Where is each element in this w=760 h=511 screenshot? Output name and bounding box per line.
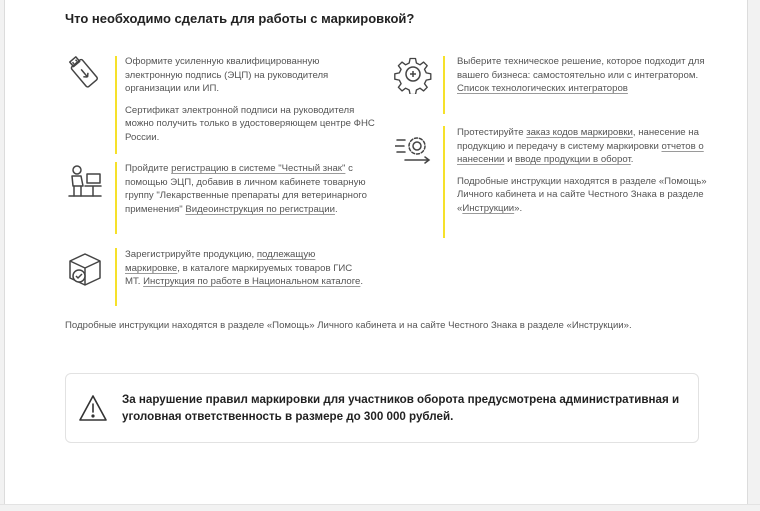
- testing-text-part: ».: [514, 202, 523, 214]
- product-circulation-link[interactable]: вводе продукции в оборот: [515, 154, 631, 165]
- code-order-link[interactable]: заказ кодов маркировки: [526, 127, 633, 138]
- warning-triangle-icon: [78, 394, 108, 422]
- signature-text: Оформите усиленную квалифицированную электронную подпись (ЭЦП) на руководителя организации или ИП.: [125, 56, 329, 94]
- catalog-text-part: Зарегистрируйте продукцию,: [125, 249, 257, 260]
- catalog-text: [125, 248, 365, 289]
- testing-text-part: и: [504, 154, 516, 165]
- gear-icon: [393, 54, 433, 94]
- registration-text-part: Пройдите: [125, 163, 172, 174]
- testing-text-part: Подробные инструкции находятся в разделе «Помощь» Личного кабинета и на сайте Честного Знака в разделе «: [457, 175, 707, 214]
- liability-warning-box: [65, 373, 699, 443]
- bottom-frame-edge: [0, 504, 760, 511]
- testing-instructions-text: [457, 175, 707, 216]
- left-frame-edge: [0, 0, 5, 511]
- technical-solution-text: [457, 55, 707, 96]
- right-frame-edge: [747, 0, 760, 511]
- registration-video-link[interactable]: Видеоинструкция по регистрации: [185, 203, 336, 215]
- step-accent-bar: [443, 56, 445, 114]
- instructions-note: Подробные инструкции находятся в разделе «Помощь» Личного кабинета и на сайте Честного Знака в разделе «Инструкции».: [65, 320, 632, 331]
- page-title: Что необходимо сделать для работы с маркировкой?: [65, 11, 415, 26]
- integrators-list-link[interactable]: Список технологических интеграторов: [457, 83, 628, 94]
- catalog-text-part: , в каталоге маркируемых товаров ГИС МТ.: [125, 262, 353, 287]
- liability-warning-text: За нарушение правил маркировки для участников оборота предусмотрена административная и уголовная ответственность в размере до 300 000 рублей.: [122, 393, 680, 423]
- step-accent-bar: [115, 56, 117, 154]
- testing-text: [457, 126, 707, 167]
- registration-text-part: .: [335, 203, 338, 215]
- testing-text-part: .: [630, 154, 634, 165]
- subject-to-marking-link[interactable]: подлежащую маркировке: [125, 249, 316, 274]
- step-accent-bar: [443, 126, 445, 238]
- product-box-icon: [65, 250, 105, 290]
- application-reports-link[interactable]: отчетов о нанесении: [457, 140, 704, 165]
- usb-key-icon: [65, 54, 105, 94]
- step-accent-bar: [115, 162, 117, 234]
- testing-text-part: Протестируйте: [457, 127, 527, 138]
- gear-process-icon: [395, 128, 435, 168]
- national-catalog-guide-link[interactable]: Инструкция по работе в Национальном каталоге: [143, 276, 361, 287]
- signature-certificate-text: Сертификат электронной подписи на руководителя можно получить только в удостоверяющем центре ФНС России.: [125, 104, 375, 143]
- instructions-link[interactable]: Инструкции: [462, 202, 515, 214]
- registration-text-part: с помощью ЭЦП, добавив в личном кабинете товарную группу "Лекарственные препараты для ветеринарного применения": [125, 163, 367, 215]
- registration-link[interactable]: регистрацию в системе "Честный знак": [171, 163, 346, 174]
- catalog-text-part: .: [360, 276, 364, 287]
- registration-text: [125, 162, 375, 216]
- person-at-computer-icon: [65, 162, 105, 202]
- step-accent-bar: [115, 248, 117, 306]
- testing-text-part: , нанесение на продукцию и передачу в систему маркировки: [457, 127, 699, 152]
- technical-text-part: Выберите техническое решение, которое подходит для вашего бизнеса: самостоятельно или с интегратором.: [457, 56, 705, 81]
